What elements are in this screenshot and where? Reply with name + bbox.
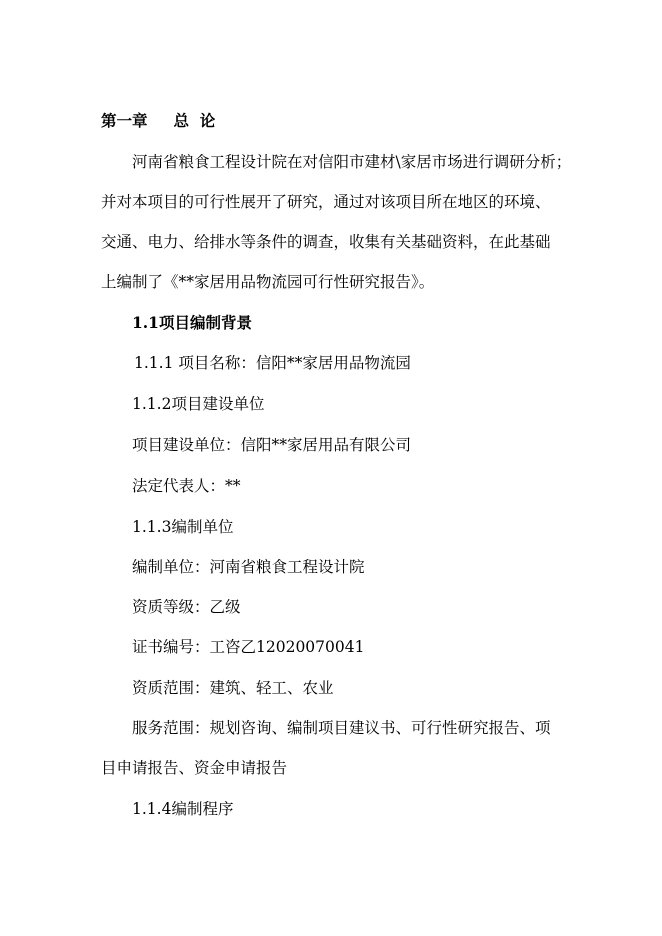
item-service-scope-line-2: 目申请报告、资金申请报告 xyxy=(101,759,288,777)
chapter-number: 第一章 xyxy=(101,111,148,130)
item-service-scope-line-1: 服务范围：规划咨询、编制项目建议书、可行性研究报告、项 xyxy=(132,719,551,737)
item-project-name: 1.1.1 项目名称：信阳**家居用品物流园 xyxy=(134,354,411,372)
item-compiler: 编制单位：河南省粮食工程设计院 xyxy=(132,558,365,576)
item-legal-representative: 法定代表人：** xyxy=(132,477,241,495)
chapter-title: 总 论 xyxy=(173,111,216,130)
intro-line-3: 交通、电力、给排水等条件的调查，收集有关基础资料，在此基础 xyxy=(101,233,551,251)
item-builder: 项目建设单位：信阳**家居用品有限公司 xyxy=(132,436,412,454)
intro-line-2: 并对本项目的可行性展开了研究，通过对该项目所在地区的环境、 xyxy=(101,193,551,211)
section-heading: 1.1项目编制背景 xyxy=(132,313,252,332)
item-qualification-scope: 资质范围：建筑、轻工、农业 xyxy=(132,679,334,697)
item-procedure-heading: 1.1.4编制程序 xyxy=(132,800,234,818)
item-qualification-grade: 资质等级：乙级 xyxy=(132,598,241,616)
intro-line-4: 上编制了《**家居用品物流园可行性研究报告》。 xyxy=(101,273,435,291)
chapter-heading xyxy=(101,111,215,131)
item-certificate-number: 证书编号：工咨乙12020070041 xyxy=(132,638,365,656)
item-compiler-heading: 1.1.3编制单位 xyxy=(132,518,234,536)
item-builder-heading: 1.1.2项目建设单位 xyxy=(132,395,265,413)
intro-line-1: 河南省粮食工程设计院在对信阳市建材\家居市场进行调研分析； xyxy=(132,153,572,171)
